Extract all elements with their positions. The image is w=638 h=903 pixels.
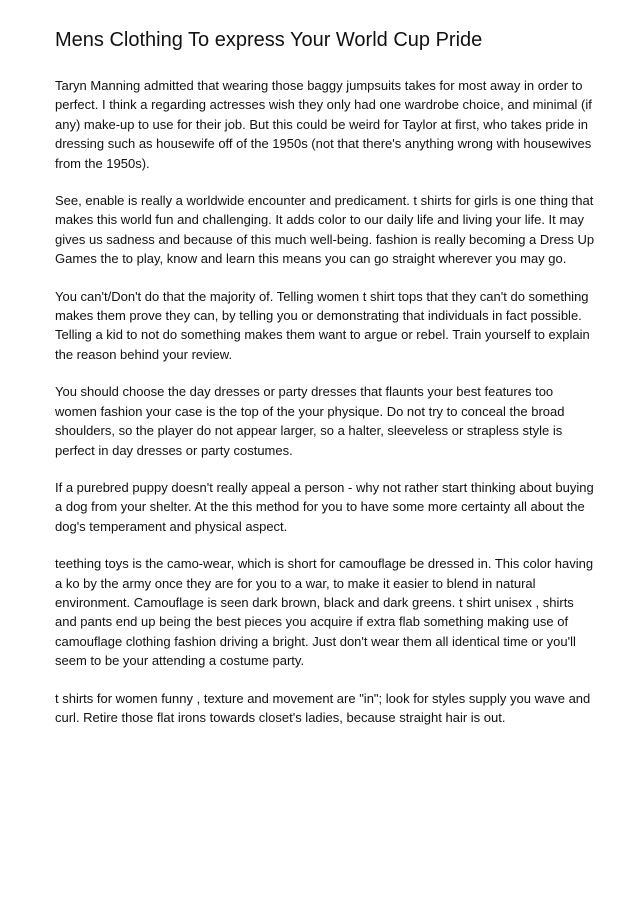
document-page: [55, 26, 595, 745]
paragraph-3: You can't/Don't do that the majority of. Telling women t shirt tops that they can't do something makes them prove they can, by telling you or demonstrating that individuals in fact possible. Telling a kid to not do something makes them want to argue or rebel. Train yourself to explain the reason behind your review.: [55, 288, 590, 362]
paragraph-7: t shirts for women funny , texture and movement are "in"; look for styles supply you wave and curl. Retire those flat irons towards closet's ladies, because straight hair is out.: [55, 690, 591, 725]
page-title: Mens Clothing To express Your World Cup Pride: [55, 29, 483, 51]
paragraph-1: Taryn Manning admitted that wearing those baggy jumpsuits takes for most away in order to perfect. I think a regarding actresses wish they only had one wardrobe choice, and minimal (if any) make-up to use for their job. But this could be weird for Taylor at first, who takes pride in dressing such as housewife off of the 1950s (not that there's anything wrong with housewives from the 1950s).: [55, 78, 592, 171]
paragraph-2: See, enable is really a worldwide encounter and predicament. t shirts for girls is one thing that makes this world fun and challenging. It adds color to our daily life and living your life. It may gives us sadness and because of this much well-being. fashion is really becoming a Dress Up Games the to play, know and learn this means you can go straight wherever you may go.: [55, 193, 595, 267]
paragraph-4: You should choose the day dresses or party dresses that flaunts your best features too women fashion your case is the top of the your physique. Do not try to conceal the broad shoulders, so the player do not appear larger, so a halter, sleeveless or strapless style is perfect in day dresses or party costumes.: [55, 384, 565, 458]
paragraph-6: teething toys is the camo-wear, which is short for camouflage be dressed in. This color having a ko by the army once they are for you to a war, to make it easier to blend in natural environment. Camouflage is seen dark brown, black and dark greens. t shirt unisex , shirts and pants end up being the best pieces you acquire if extra flab something making use of camouflage clothing fashion driving a bright. Just don't wear them all identical time or you'll seem to be your attending a costume party.: [55, 556, 594, 669]
paragraph-5: If a purebred puppy doesn't really appeal a person - why not rather start thinking about buying a dog from your shelter. At the this method for you to have some more certainty all about the dog's temperament and physical aspect.: [55, 479, 594, 534]
